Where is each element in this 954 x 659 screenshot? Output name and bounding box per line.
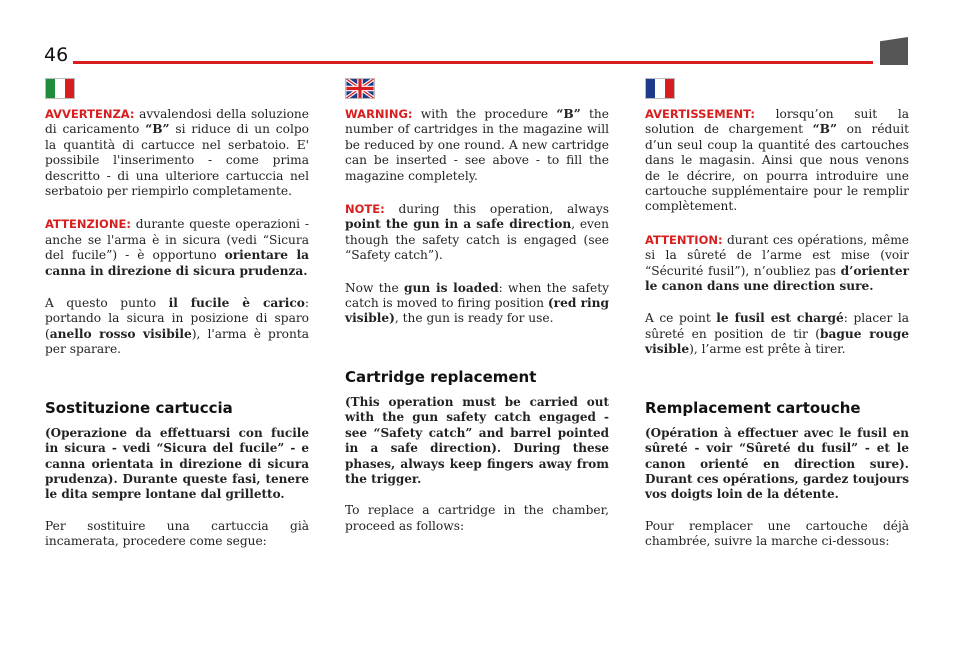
english-safety-note: (This operation must be carried out with the gun safety catch engaged - see “Safety catch” and barrel pointed in a safe direction). During these phases, always keep fingers away from the trigger. [345, 394, 609, 486]
french-attention-paragraph: ATTENTION: durant ces opérations, même si la sûreté de l’arme est mise (voir “Sécurité fusil”), n’oubliez pas d’orienter le canon dans une direction sure. [645, 232, 909, 294]
english-note-paragraph: NOTE: during this operation, always point the gun in a safe direction, even though the safety catch is engaged (see “Safety catch”). [345, 202, 609, 263]
english-section-heading: Cartridge replacement [345, 367, 537, 386]
english-ready-paragraph: Now the gun is loaded: when the safety catch is moved to firing position (red ring visible), the gun is ready for use. [345, 280, 610, 326]
english-warning-paragraph: WARNING: with the procedure “B” the number of cartridges in the magazine will be reduced by one round. A new cartridge can be inserted - see above - to fill the magazine completely. [345, 107, 609, 183]
uk-flag-icon [345, 78, 375, 99]
french-safety-note: (Opération à effectuer avec le fusil en sûreté - voir “Sûreté du fusil” - et le canon orienté en direction sure). Durant ces opérations, gardez toujours vos doigts loin de la détente. [645, 425, 909, 502]
italian-ready-paragraph: A questo punto il fucile è carico: portando la sicura in posizione di sparo (anello rosso visibile), l'arma è pronta per sparare. [45, 296, 310, 357]
english-instruction: To replace a cartridge in the chamber, proceed as follows: [345, 503, 609, 533]
italian-section-heading: Sostituzione cartuccia [45, 398, 233, 417]
french-warning-paragraph: AVERTISSEMENT: lorsqu’on suit la solution de chargement “B” on réduit d’un seul coup la quantité des cartouches dans le magasin. Ainsi que nous venons de le décrire, on pourra introduire une cartouche supplémentaire pour le remplir complètement. [645, 107, 909, 214]
italian-attention-paragraph: ATTENZIONE: durante queste operazioni - anche se l'arma è in sicura (vedi “Sicura del fucile”) - è opportuno orientare la canna in direzione di sicura prudenza. [45, 217, 309, 278]
french-section-heading: Remplacement cartouche [645, 398, 861, 417]
page-number: 46 [44, 44, 69, 66]
italian-warning-paragraph: AVVERTENZA: avvalendosi della soluzione di caricamento “B” si riduce di un colpo la quantità di cartucce nel serbatoio. E' possibile l'inserimento - come prima descritto - di una ulteriore cartuccia nel serbatoio per riempirlo completamente. [45, 107, 309, 199]
italian-instruction: Per sostituire una cartuccia già incamerata, procedere come segue: [45, 518, 309, 549]
italian-column [45, 78, 309, 550]
italy-flag-icon [45, 78, 75, 99]
header-rule [73, 61, 873, 64]
english-column [345, 78, 609, 534]
french-instruction: Pour remplacer une cartouche déjà chambrée, suivre la marche ci-dessous: [645, 518, 909, 549]
italian-safety-note: (Operazione da effettuarsi con fucile in sicura - vedi “Sicura del fucile” - e canna orientata in direzione di sicura prudenza). Durante queste fasi, tenere le dita sempre lontane dal grilletto. [45, 425, 309, 502]
france-flag-icon [645, 78, 675, 99]
french-column [645, 78, 909, 550]
french-ready-paragraph: A ce point le fusil est chargé: placer la sûreté en position de tir (bague rouge visible), l’arme est prête à tirer. [645, 311, 909, 357]
page-corner-tab [880, 37, 908, 65]
